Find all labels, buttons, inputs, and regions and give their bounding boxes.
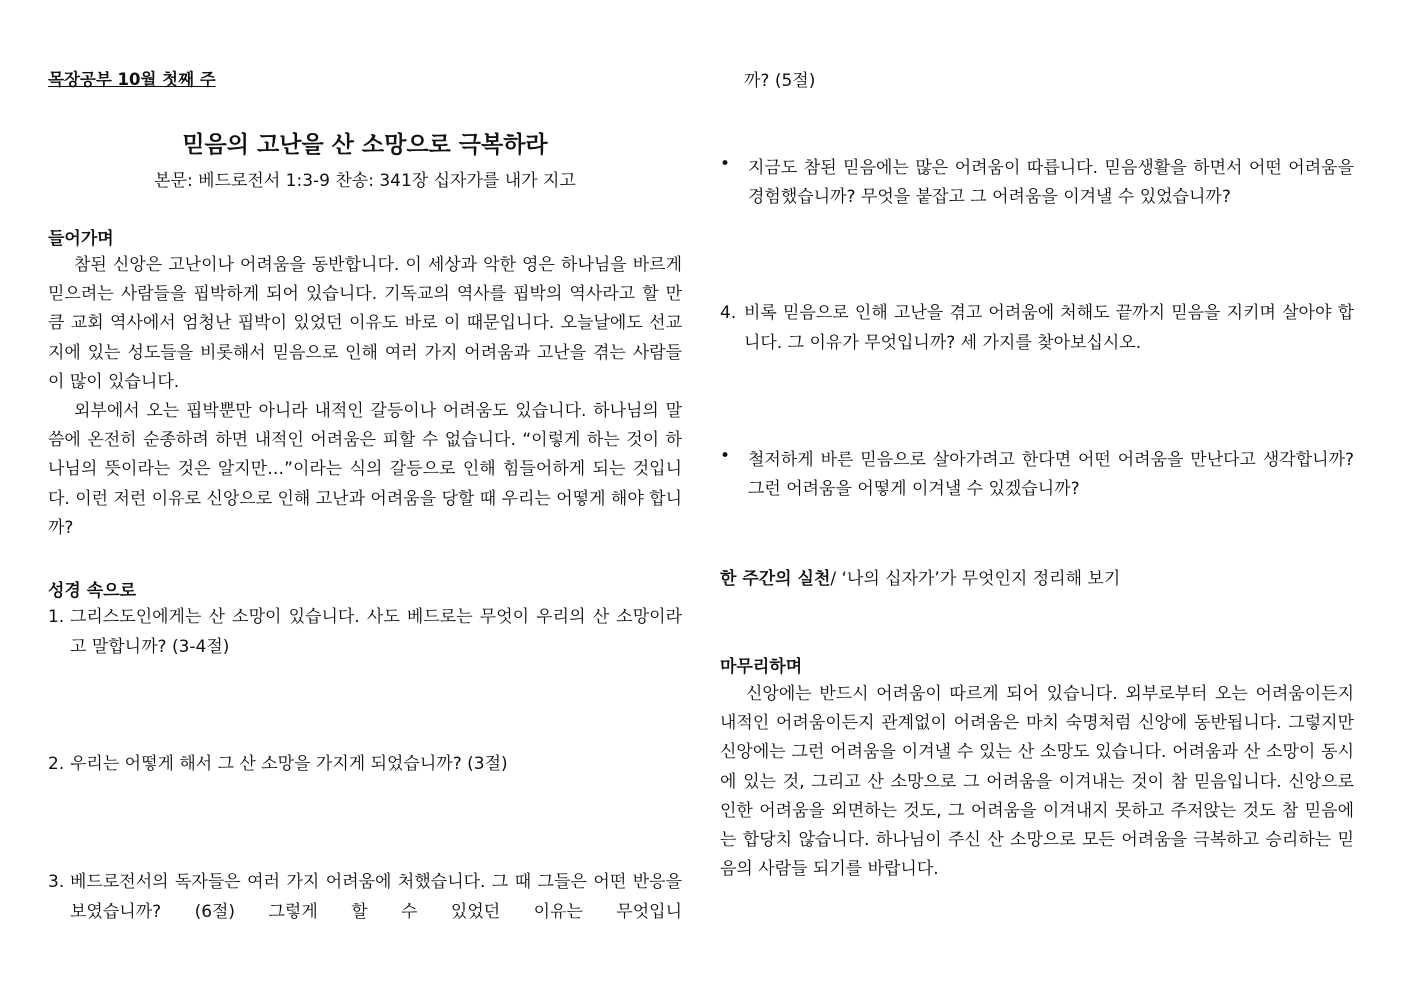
practice-heading: 한 주간의 실천 [720, 569, 831, 589]
bullet-glyph: • [720, 446, 731, 466]
question-2-text: 우리는 어떻게 해서 그 산 소망을 가지게 되었습니까? (3절) [70, 754, 508, 774]
question-3-number: 3. [48, 872, 65, 892]
question-3 [48, 868, 682, 927]
bullet-question-2-text: 철저하게 바른 믿음으로 살아가려고 한다면 어떤 어려움을 만난다고 생각합니까? 그런 어려움을 어떻게 이겨낼 수 있겠습니까? [748, 450, 1354, 500]
page-subtitle: 본문: 베드로전서 1:3-9 찬송: 341장 십자가를 내가 지고 [154, 171, 576, 191]
question-4-text: 비록 믿음으로 인해 고난을 겪고 어려움에 처해도 끝까지 믿음을 지키며 살아야 합니다. 그 이유가 무엇입니까? 세 가지를 찾아보십시오. [744, 303, 1354, 353]
question-3-continuation: 까? (5절) [744, 71, 816, 91]
question-4 [720, 299, 1354, 358]
intro-paragraph-2: 외부에서 오는 핍박뿐만 아니라 내적인 갈등이나 어려움도 있습니다. 하나님의 말씀에 온전히 순종하려 하면 내적인 어려움은 피할 수 없습니다. “이렇게 하는 것이 하나님의 뜻이라는 것은 알지만…”이라는 식의 갈등으로 인해 힘들어하게 되는 것입니다. 이런 저런 이유로 신앙으로 인해 고난과 어려움을 당할 때 우리는 어떻게 해야 합니까? [48, 401, 683, 538]
question-1-number: 1. [48, 607, 65, 627]
practice-text: / ‘나의 십자가’가 무엇인지 정리해 보기 [830, 569, 1121, 589]
bullet-question-1 [720, 154, 1354, 212]
closing-heading: 마무리하며 [720, 657, 803, 677]
page-title: 믿음의 고난을 산 소망으로 극복하라 [182, 132, 548, 158]
intro-body [48, 251, 682, 543]
question-2-number: 2. [48, 754, 65, 774]
bullet-question-2 [720, 446, 1354, 504]
practice-line [720, 564, 1354, 589]
bullet-glyph: • [720, 154, 731, 174]
closing-paragraph: 신앙에는 반드시 어려움이 따르게 되어 있습니다. 외부로부터 오는 어려움이든지 내적인 어려움이든지 관계없이 어려움은 마치 숙명처럼 신앙에 동반됩니다. 그렇지만 신앙에는 그런 어려움을 이겨낼 수 있는 산 소망도 있습니다. 어려움과 산 소망이 동시에 있는 것, 그리고 산 소망으로 그 어려움을 이겨내는 것이 참 믿음입니다. 신앙으로 인한 어려움을 외면하는 것도, 그 어려움을 이겨내지 못하고 주저앉는 것도 참 믿음에는 합당치 않습니다. 하나님이 주신 산 소망으로 모든 어려움을 극복하고 승리하는 믿음의 사람들 되기를 바랍니다. [720, 684, 1354, 880]
intro-heading: 들어가며 [48, 229, 114, 249]
question-2 [48, 750, 682, 780]
bullet-question-1-text: 지금도 참된 믿음에는 많은 어려움이 따릅니다. 믿음생활을 하면서 어떤 어려움을 경험했습니까? 무엇을 붙잡고 그 어려움을 이겨낼 수 있었습니까? [748, 158, 1354, 208]
question-1-text: 그리스도인에게는 산 소망이 있습니다. 사도 베드로는 무엇이 우리의 산 소망이라고 말합니까? (3-4절) [70, 607, 682, 657]
scripture-heading: 성경 속으로 [48, 581, 137, 601]
intro-paragraph-1: 참된 신앙은 고난이나 어려움을 동반합니다. 이 세상과 악한 영은 하나님을 바르게 믿으려는 사람들을 핍박하게 되어 있습니다. 기독교의 역사를 핍박의 역사라고 할 만큼 교회 역사에서 엄청난 핍박이 있었던 이유도 바로 이 때문입니다. 오늘날에도 선교지에 있는 성도들을 비롯해서 믿음으로 인해 여러 가지 어려움과 고난을 겪는 사람들이 많이 있습니다. [48, 255, 682, 392]
question-1 [48, 603, 682, 662]
question-3-text: 베드로전서의 독자들은 여러 가지 어려움에 처했습니다. 그 때 그들은 어떤 반응을 보였습니까? (6절) 그렇게 할 수 있었던 이유는 무엇입니 [70, 872, 682, 922]
header-label: 목장공부 10월 첫째 주 [48, 70, 216, 89]
question-4-number: 4. [720, 303, 737, 323]
